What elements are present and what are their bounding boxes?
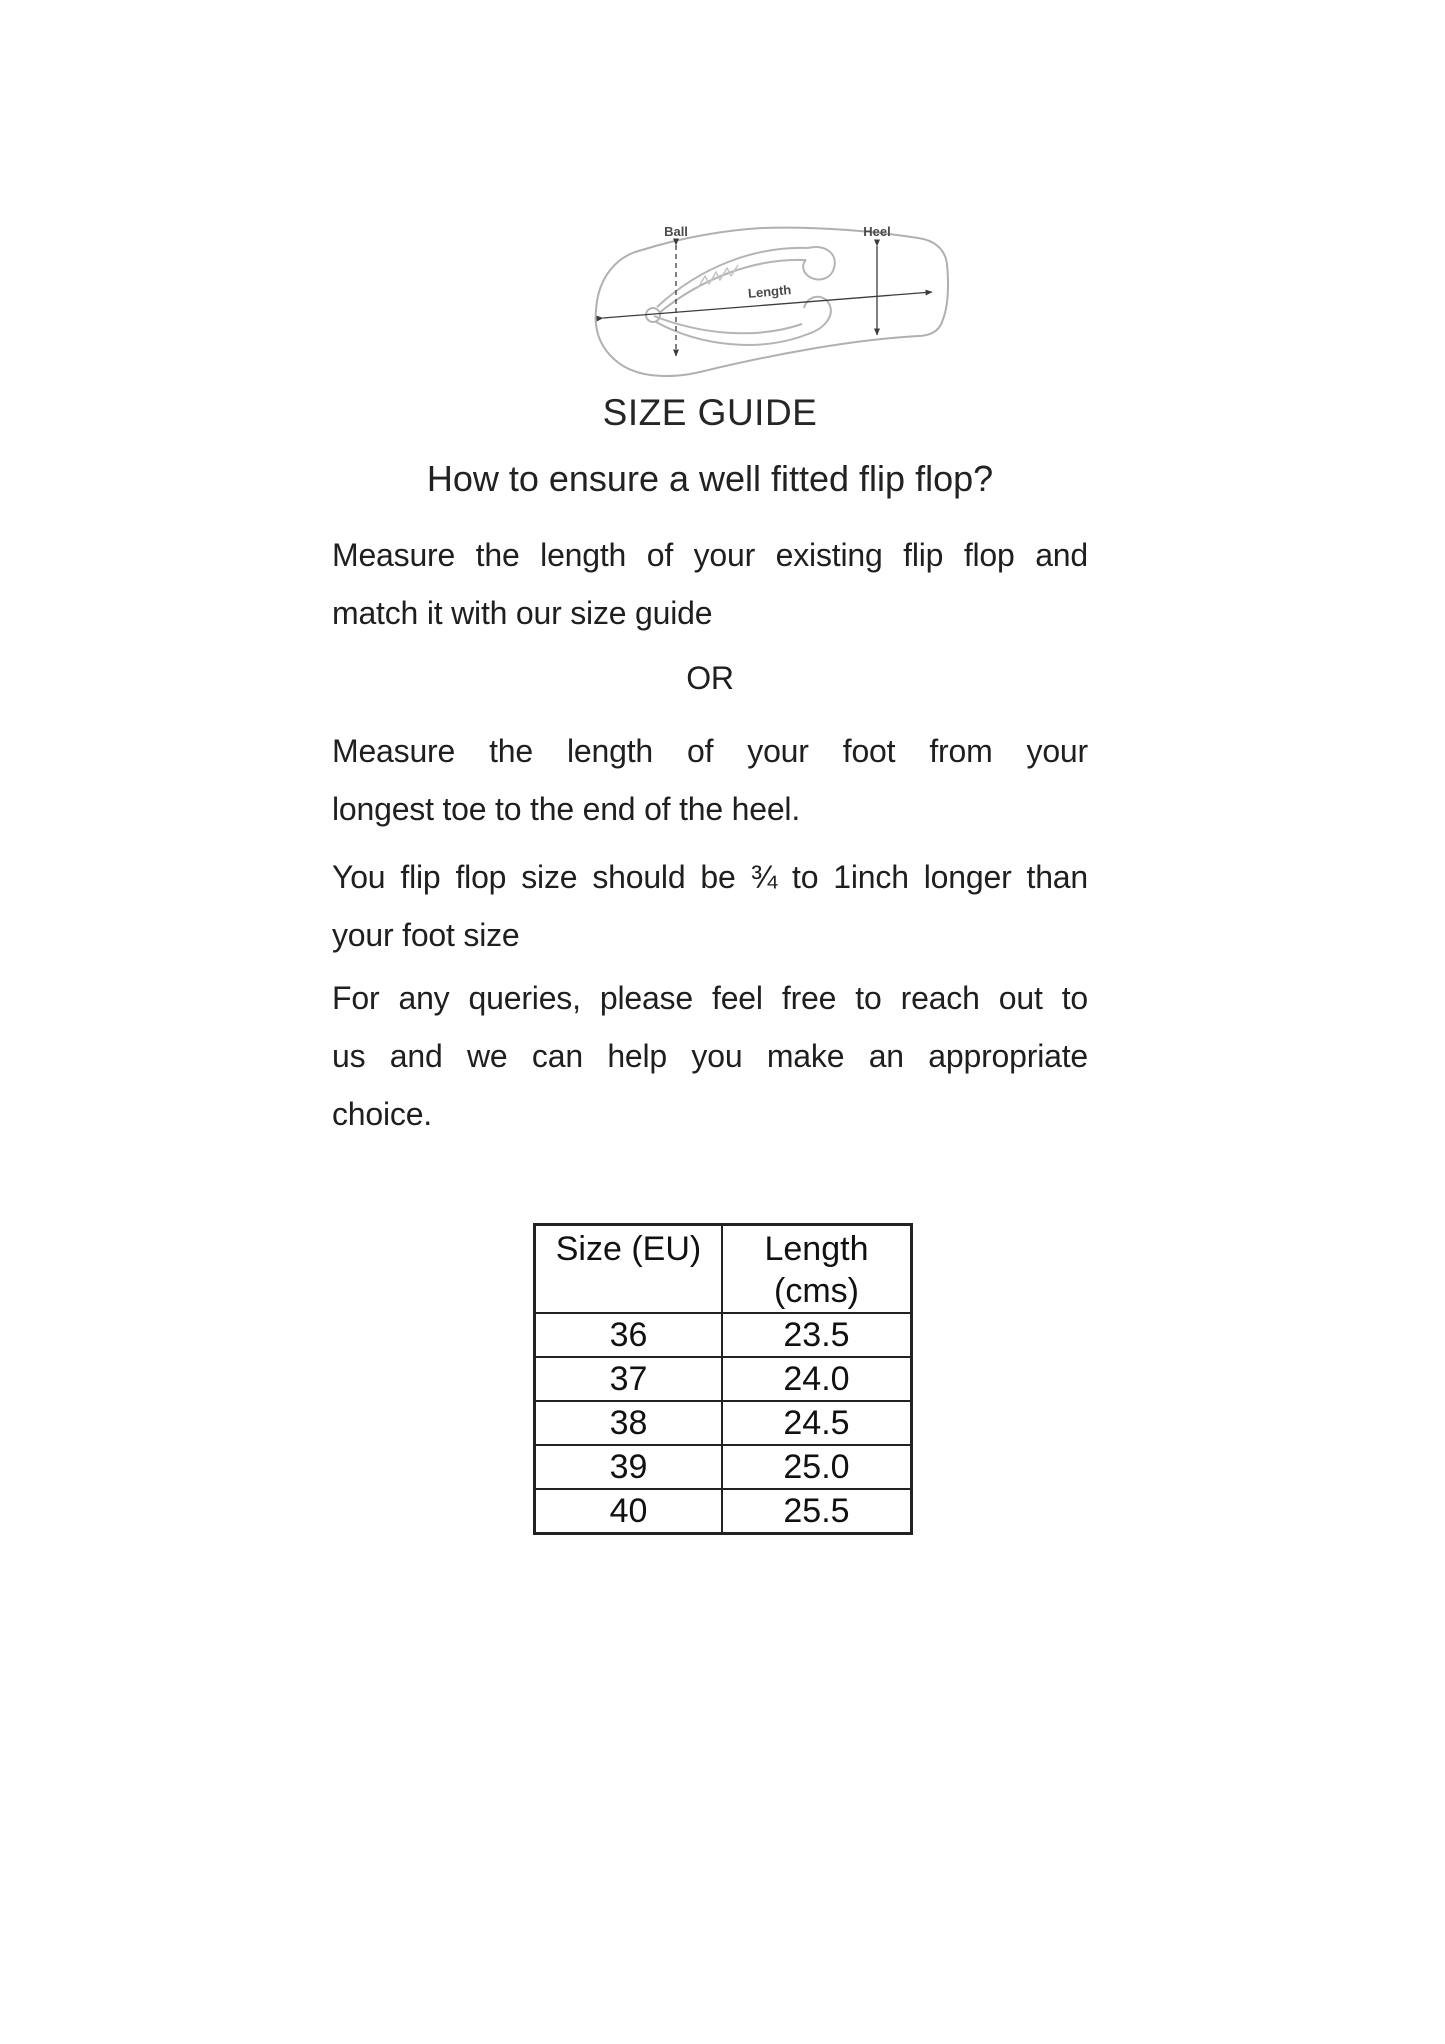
text-line: choice. (332, 1096, 432, 1132)
table-cell: 40 (535, 1489, 722, 1534)
flipflop-diagram (550, 150, 1000, 400)
table-cell: 37 (535, 1357, 722, 1401)
text-line: Measure the length of your foot from your (332, 733, 1088, 769)
paragraph-measure-existing (332, 526, 1088, 642)
strap-upper (657, 247, 835, 313)
table-row (535, 1401, 912, 1445)
or-separator: OR (686, 660, 734, 696)
strap-lower (654, 297, 831, 345)
text-line: your foot size (332, 917, 520, 953)
text-line: You flip flop size should be ¾ to 1inch longer than (332, 859, 1088, 895)
table-cell: 38 (535, 1401, 722, 1445)
text-line: match it with our size guide (332, 595, 713, 631)
table-header-size: Size (EU) (535, 1225, 722, 1314)
table-cell: 23.5 (722, 1313, 912, 1357)
table-row (535, 1313, 912, 1357)
paragraph-queries (332, 969, 1088, 1143)
table-row (535, 1445, 912, 1489)
table-cell: 39 (535, 1445, 722, 1489)
table-header-length: Length (cms) (722, 1225, 912, 1314)
length-label: Length (747, 282, 792, 301)
table-cell: 25.0 (722, 1445, 912, 1489)
size-table (533, 1223, 913, 1535)
text-line: longest toe to the end of the heel. (332, 791, 801, 827)
table-cell: 24.0 (722, 1357, 912, 1401)
size-guide-title: SIZE GUIDE (602, 392, 818, 433)
text-line: us and we can help you make an appropriate (332, 1038, 1088, 1074)
text-line: Measure the length of your existing flip flop and (332, 537, 1088, 573)
table-row (535, 1357, 912, 1401)
paragraph-measure-foot (332, 722, 1088, 838)
heel-label: Heel (863, 224, 891, 239)
fit-question-heading: How to ensure a well fitted flip flop? (426, 458, 994, 499)
table-row (535, 1489, 912, 1534)
table-cell: 36 (535, 1313, 722, 1357)
paragraph-size-recommendation (332, 848, 1088, 964)
text-line: For any queries, please feel free to reach out to (332, 980, 1088, 1016)
table-header-row (535, 1225, 912, 1314)
ball-label: Ball (664, 224, 688, 239)
table-cell: 25.5 (722, 1489, 912, 1534)
table-cell: 24.5 (722, 1401, 912, 1445)
